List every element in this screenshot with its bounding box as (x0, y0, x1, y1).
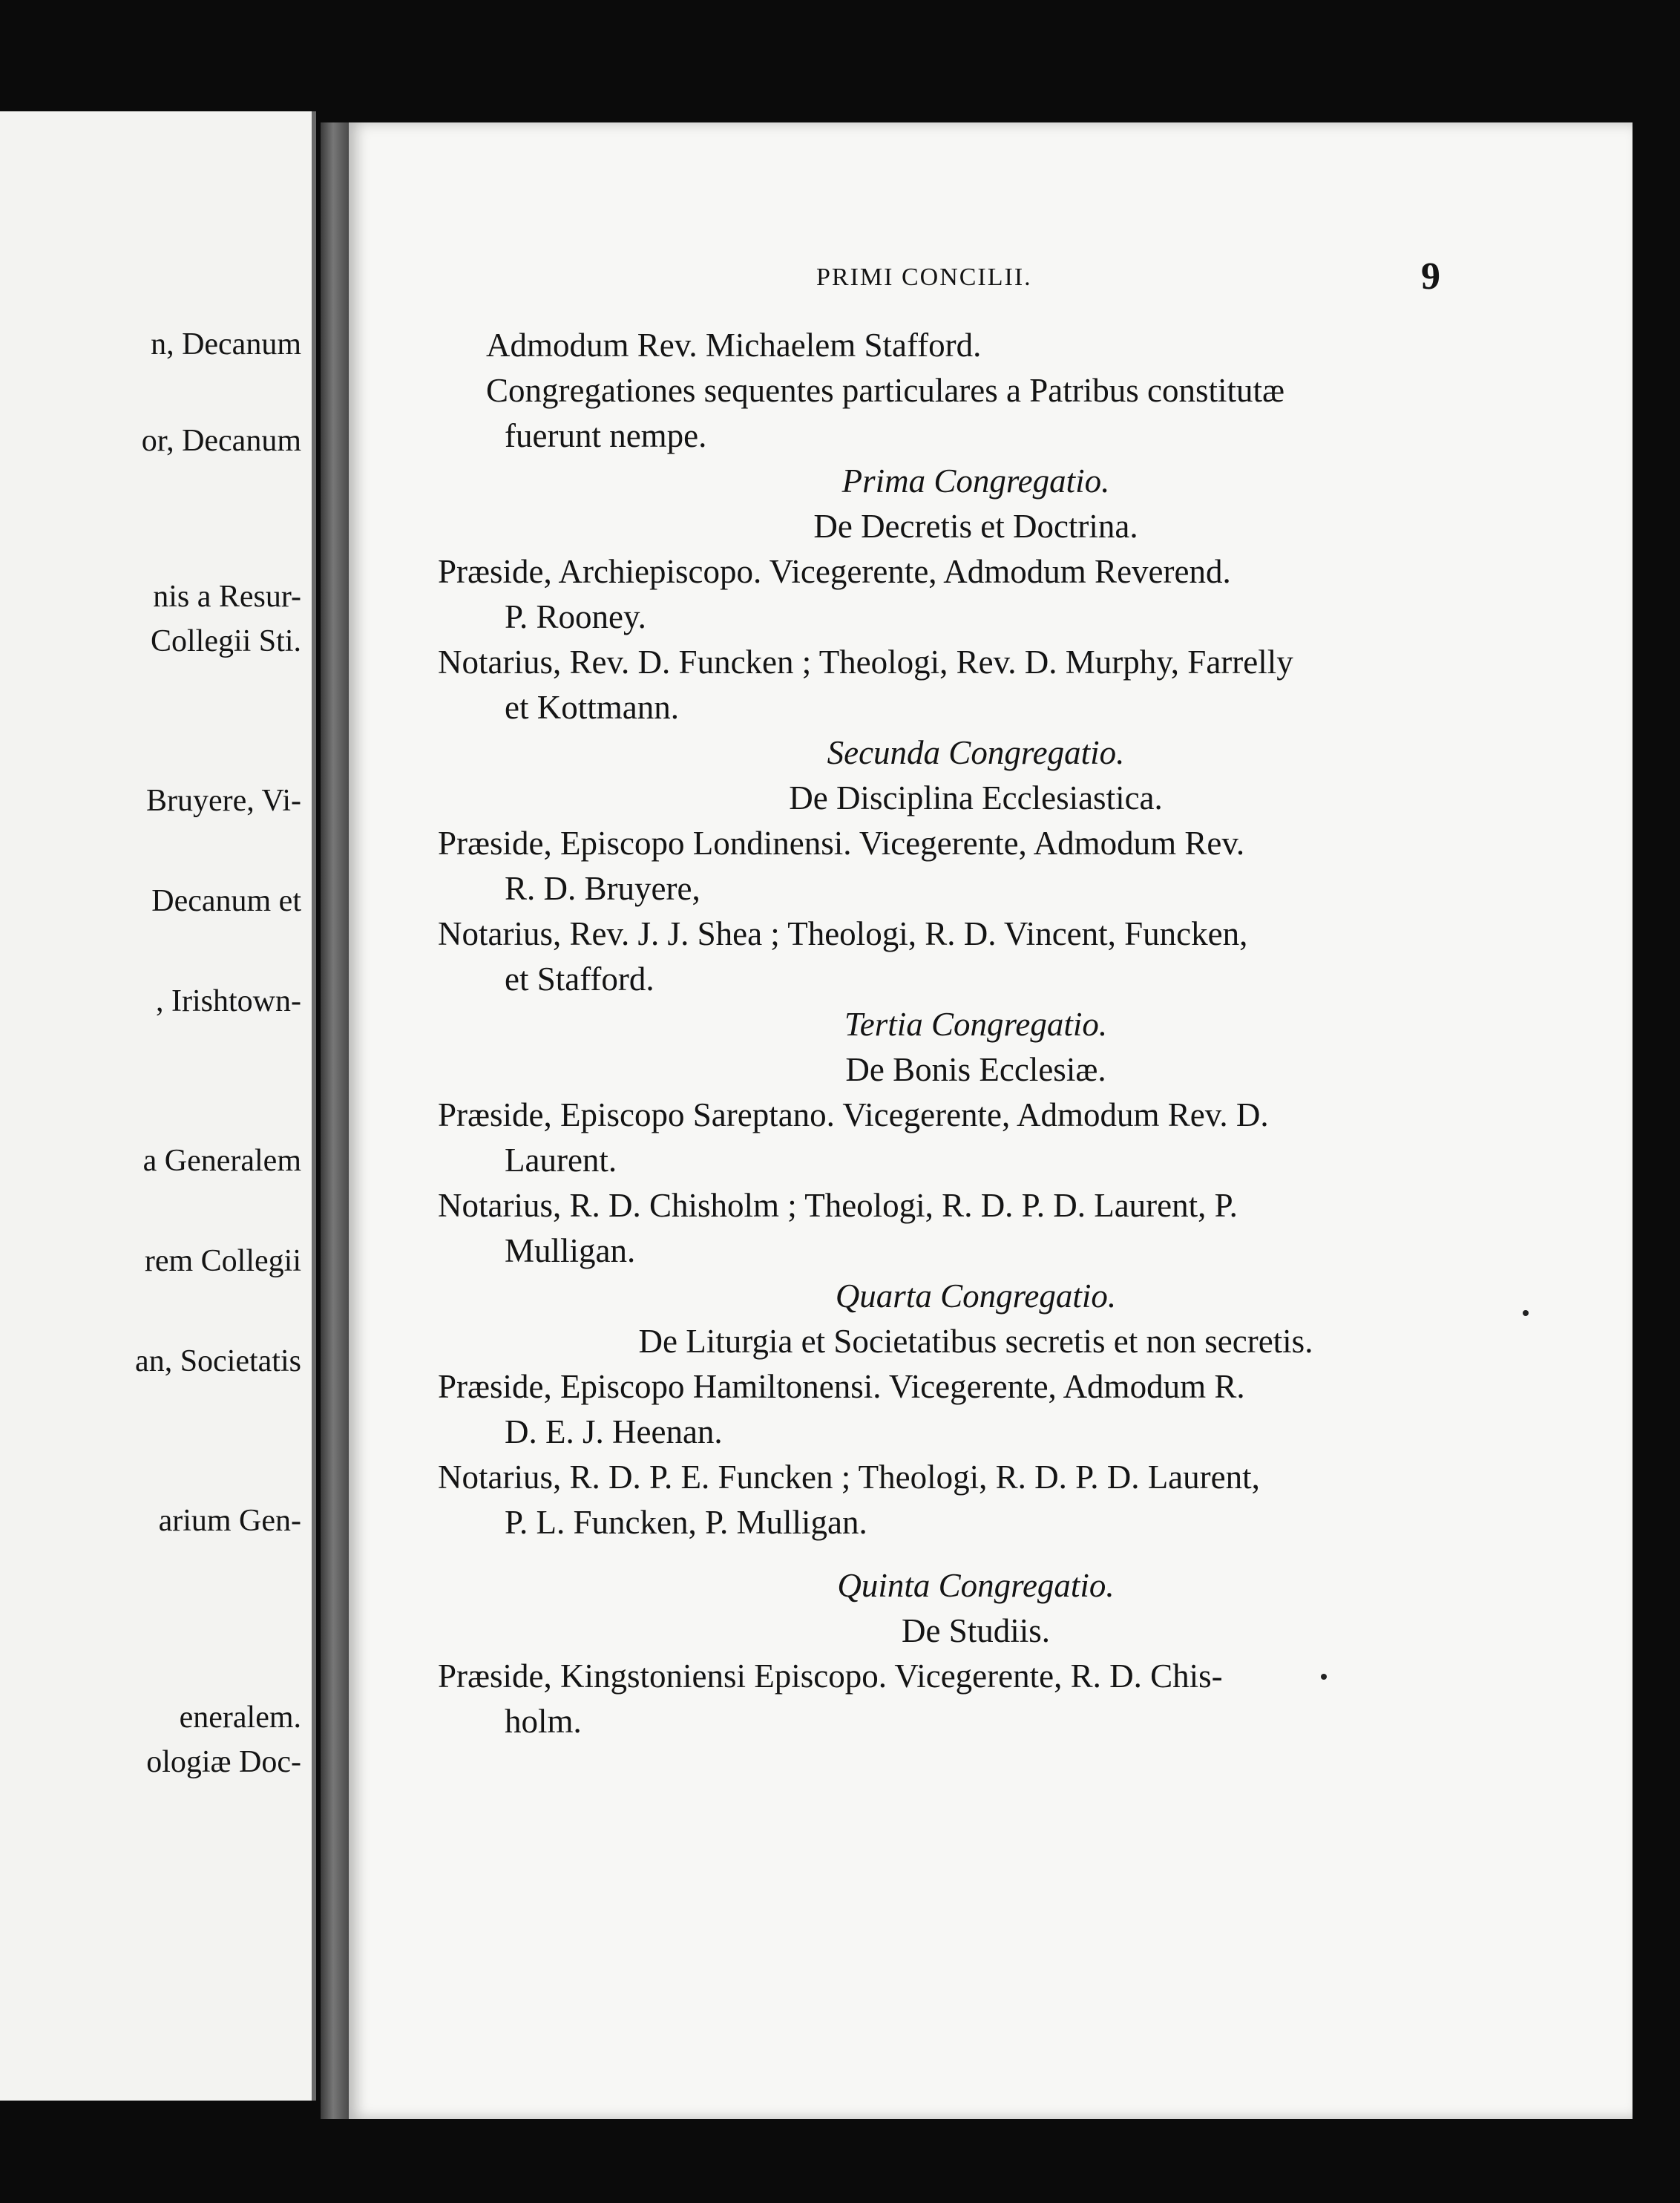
page-body (438, 323, 1514, 1744)
left-fragment: n, Decanum (151, 327, 301, 361)
text-line: Mulligan. (505, 1232, 636, 1269)
left-fragment: or, Decanum (141, 424, 301, 458)
text-line: Præside, Episcopo Londinensi. Vicegerente, Admodum Rev. (438, 825, 1245, 862)
book-gutter (321, 122, 349, 2119)
left-fragment: rem Collegii (144, 1244, 301, 1278)
text-line: Præside, Episcopo Sareptano. Vicegerente, Admodum Rev. D. (438, 1096, 1269, 1133)
page-title: PRIMI CONCILII. (816, 263, 1032, 291)
text-line: Notarius, R. D. Chisholm ; Theologi, R. D. P. D. Laurent, P. (438, 1187, 1238, 1224)
section-subject: De Disciplina Ecclesiastica. (789, 779, 1163, 816)
left-fragment: arium Gen- (158, 1504, 301, 1538)
left-fragment: Collegii Sti. (150, 624, 301, 658)
text-line: P. L. Funcken, P. Mulligan. (505, 1504, 867, 1541)
text-line: Notarius, Rev. J. J. Shea ; Theologi, R. D. Vincent, Funcken, (438, 915, 1248, 952)
left-fragment: Decanum et (151, 884, 301, 918)
text-line: Præside, Archiepiscopo. Vicegerente, Admodum Reverend. (438, 553, 1231, 590)
text-line: Admodum Rev. Michaelem Stafford. (486, 327, 982, 364)
section-subject: De Bonis Ecclesiæ. (845, 1051, 1106, 1088)
left-fragment: ologiæ Doc- (146, 1745, 301, 1779)
text-line: holm. (505, 1703, 582, 1740)
text-line: P. Rooney. (505, 598, 646, 635)
text-line: Præside, Kingstoniensi Episcopo. Vicegerente, R. D. Chis- (438, 1657, 1223, 1695)
section-subject: De Liturgia et Societatibus secretis et non secretis. (638, 1323, 1313, 1360)
text-line: Notarius, Rev. D. Funcken ; Theologi, Rev. D. Murphy, Farrelly (438, 644, 1293, 681)
section-heading: Prima Congregatio. (841, 462, 1110, 500)
left-fragment: nis a Resur- (153, 580, 301, 614)
text-line: Laurent. (505, 1142, 617, 1179)
text-line: et Kottmann. (505, 689, 679, 726)
left-fragment: an, Societatis (135, 1344, 301, 1378)
text-line: Congregationes sequentes particulares a Patribus constitutæ (486, 372, 1285, 409)
ink-speck (1523, 1310, 1529, 1316)
text-line: et Stafford. (505, 960, 654, 998)
section-subject: De Decretis et Doctrina. (813, 508, 1138, 545)
ink-speck (1321, 1674, 1327, 1680)
right-page (349, 122, 1633, 2119)
section-heading: Tertia Congregatio. (844, 1006, 1108, 1043)
section-heading: Secunda Congregatio. (827, 734, 1125, 771)
text-line: R. D. Bruyere, (505, 870, 700, 907)
page-number: 9 (1421, 255, 1440, 298)
text-line: D. E. J. Heenan. (505, 1413, 723, 1450)
left-fragment: Bruyere, Vi- (146, 784, 301, 818)
left-fragment: a Generalem (142, 1144, 301, 1178)
text-line: fuerunt nempe. (505, 417, 707, 454)
left-facing-page (0, 111, 316, 2101)
section-heading: Quarta Congregatio. (835, 1277, 1117, 1315)
section-subject: De Studiis. (901, 1612, 1051, 1649)
left-fragment: eneralem. (179, 1700, 301, 1735)
text-line: Præside, Episcopo Hamiltonensi. Vicegerente, Admodum R. (438, 1368, 1245, 1405)
section-heading: Quinta Congregatio. (837, 1567, 1115, 1604)
left-fragment: , Irishtown- (156, 984, 301, 1018)
text-line: Notarius, R. D. P. E. Funcken ; Theologi, R. D. P. D. Laurent, (438, 1459, 1260, 1496)
